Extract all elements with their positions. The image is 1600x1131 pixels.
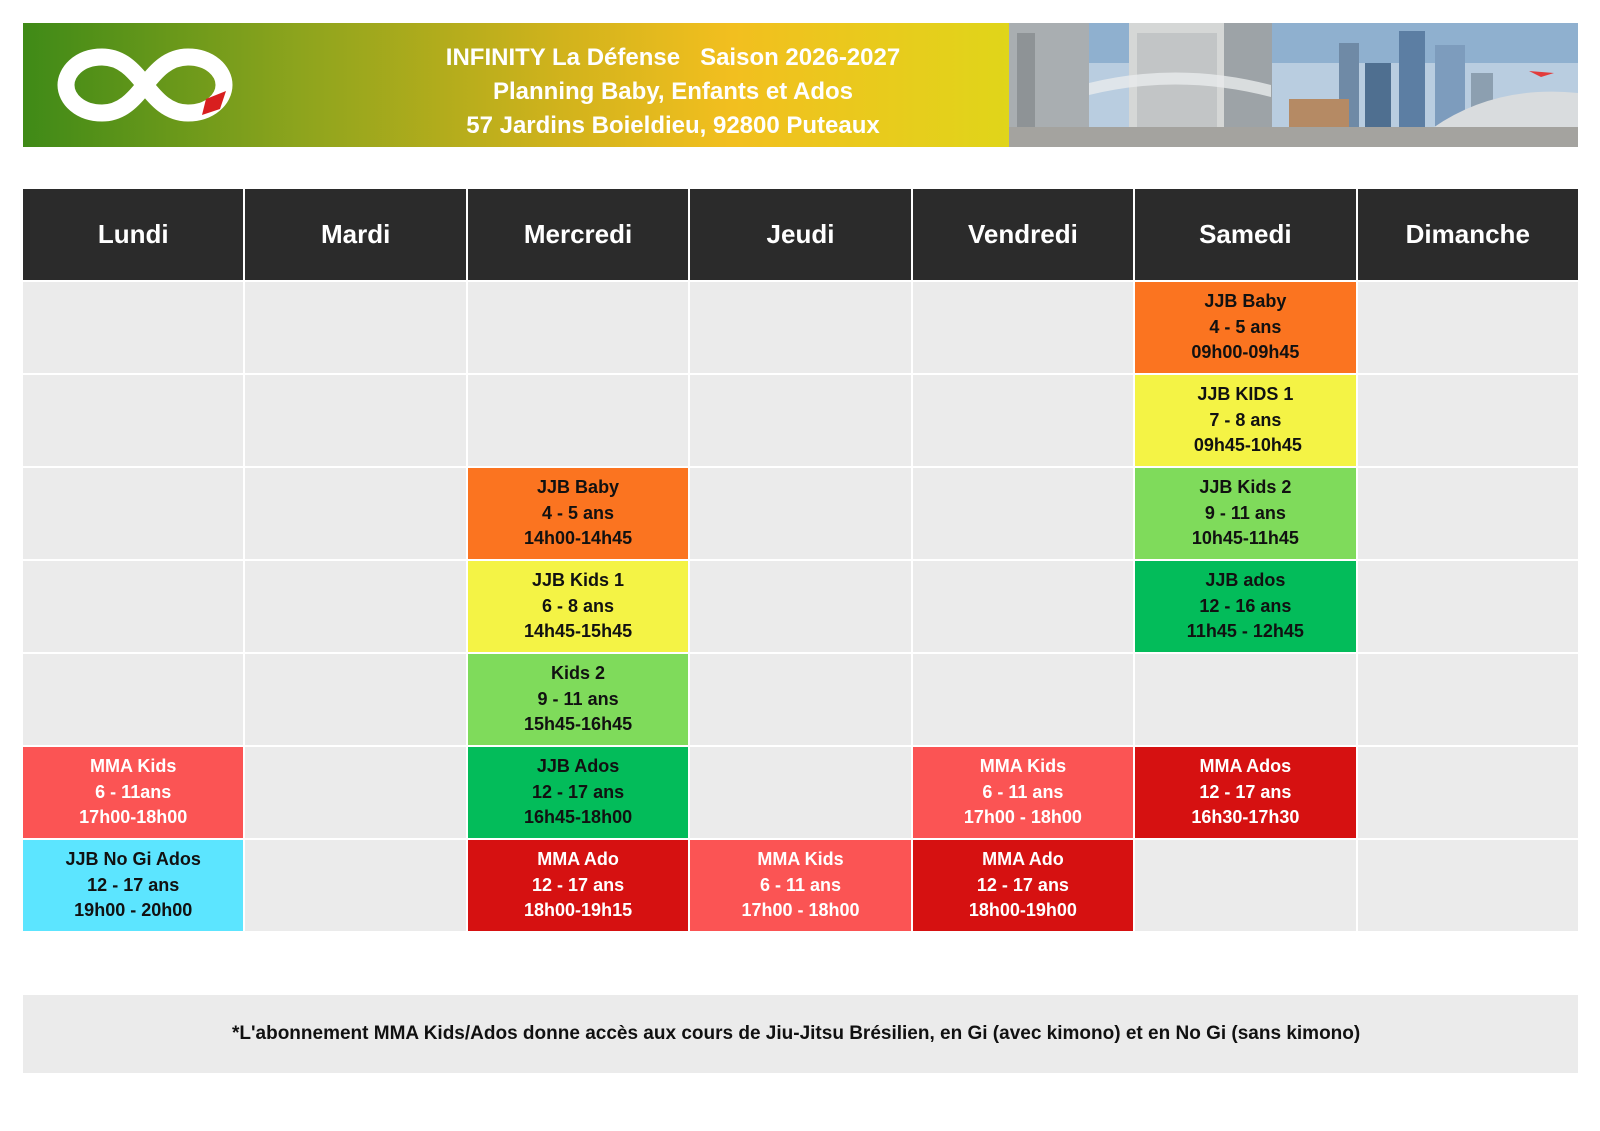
day-header-lundi: Lundi (23, 189, 243, 280)
class-time: 14h00-14h45 (524, 528, 633, 549)
class-time: 17h00 - 18h00 (741, 900, 860, 921)
empty-slot (690, 468, 910, 559)
class-block (1135, 282, 1355, 373)
day-header-jeudi: Jeudi (690, 189, 910, 280)
class-name: JJB Kids 2 (1199, 477, 1292, 498)
class-name: JJB No Gi Ados (65, 849, 201, 870)
class-time: 19h00 - 20h00 (74, 900, 193, 921)
empty-slot (23, 654, 243, 745)
header-line-planning: Planning Baby, Enfants et Ados (492, 78, 854, 105)
class-time: 18h00-19h15 (524, 900, 633, 921)
empty-slot (690, 561, 910, 652)
header-title (323, 41, 1023, 143)
class-age-range: 6 - 11ans (95, 781, 172, 802)
class-age-range: 12 - 16 ans (1199, 595, 1292, 616)
empty-slot (1358, 282, 1578, 373)
empty-slot (913, 561, 1133, 652)
class-time: 16h45-18h00 (524, 807, 633, 828)
class-age-range: 12 - 17 ans (87, 874, 180, 895)
empty-slot (245, 654, 465, 745)
class-name: JJB KIDS 1 (1197, 384, 1294, 405)
day-header-samedi: Samedi (1135, 189, 1355, 280)
empty-slot (1358, 561, 1578, 652)
class-name: MMA Kids (90, 756, 177, 777)
empty-slot (690, 282, 910, 373)
class-name: JJB Baby (537, 477, 620, 498)
class-block (468, 468, 688, 559)
class-age-range: 9 - 11 ans (537, 688, 619, 709)
header-banner (23, 23, 1578, 147)
infinity-logo-icon (56, 43, 234, 127)
class-name: JJB Baby (1204, 291, 1287, 312)
class-age-range: 4 - 5 ans (542, 502, 615, 523)
class-name: MMA Kids (757, 849, 844, 870)
day-header-dimanche: Dimanche (1358, 189, 1578, 280)
empty-slot (913, 375, 1133, 466)
empty-slot (245, 840, 465, 931)
empty-slot (690, 747, 910, 838)
empty-slot (245, 375, 465, 466)
class-time: 17h00-18h00 (79, 807, 188, 828)
class-name: MMA Ados (1199, 756, 1292, 777)
empty-slot (468, 375, 688, 466)
class-age-range: 6 - 8 ans (542, 595, 615, 616)
class-time: 11h45 - 12h45 (1186, 621, 1304, 642)
class-time: 14h45-15h45 (524, 621, 633, 642)
class-name: JJB Ados (536, 756, 620, 777)
day-header-mardi: Mardi (245, 189, 465, 280)
class-block (23, 747, 243, 838)
empty-slot (1358, 468, 1578, 559)
class-age-range: 6 - 11 ans (759, 874, 842, 895)
empty-slot (23, 561, 243, 652)
class-block (913, 840, 1133, 931)
class-block (1135, 468, 1355, 559)
class-age-range: 9 - 11 ans (1204, 502, 1286, 523)
empty-slot (690, 654, 910, 745)
header-gradient (23, 23, 1009, 147)
class-block (1135, 561, 1355, 652)
empty-slot (1358, 375, 1578, 466)
class-block (468, 747, 688, 838)
class-block (23, 840, 243, 931)
class-name: Kids 2 (551, 663, 606, 684)
class-name: MMA Ado (982, 849, 1064, 870)
class-name: JJB ados (1205, 570, 1286, 591)
class-age-range: 7 - 8 ans (1209, 409, 1282, 430)
class-time: 16h30-17h30 (1191, 807, 1300, 828)
class-time: 17h00 - 18h00 (963, 807, 1082, 828)
empty-slot (1135, 840, 1355, 931)
empty-slot (23, 282, 243, 373)
class-block (468, 654, 688, 745)
class-time: 09h45-10h45 (1188, 435, 1302, 456)
empty-slot (245, 282, 465, 373)
empty-slot (245, 561, 465, 652)
la-defense-skyline-photo (1009, 23, 1578, 147)
empty-slot (245, 747, 465, 838)
class-age-range: 12 - 17 ans (976, 874, 1069, 895)
weekly-schedule-table (23, 189, 1578, 933)
class-name: MMA Kids (979, 756, 1067, 777)
empty-slot (913, 468, 1133, 559)
class-time: 09h00-09h45 (1191, 342, 1300, 363)
empty-slot (1358, 654, 1578, 745)
class-time: 10h45-11h45 (1191, 528, 1299, 549)
empty-slot (1358, 840, 1578, 931)
class-block (468, 840, 688, 931)
empty-slot (23, 468, 243, 559)
subscription-note: *L'abonnement MMA Kids/Ados donne accès aux cours de Jiu-Jitsu Brésilien, en Gi (avec kimono) et en No Gi (sans kimono) (232, 1023, 1361, 1044)
class-age-range: 4 - 5 ans (1209, 316, 1282, 337)
class-time: 15h45-16h45 (524, 714, 633, 735)
class-age-range: 12 - 17 ans (532, 874, 625, 895)
class-name: MMA Ado (537, 849, 619, 870)
header-line-address: 57 Jardins Boieldieu, 92800 Puteaux (466, 112, 880, 139)
empty-slot (913, 282, 1133, 373)
class-age-range: 6 - 11 ans (982, 781, 1064, 802)
class-block (468, 561, 688, 652)
empty-slot (245, 468, 465, 559)
empty-slot (1358, 747, 1578, 838)
class-block (913, 747, 1133, 838)
class-age-range: 12 - 17 ans (1199, 781, 1292, 802)
header-line-club-season: INFINITY La Défense Saison 2026-2027 (445, 44, 901, 71)
empty-slot (468, 282, 688, 373)
day-header-mercredi: Mercredi (468, 189, 688, 280)
empty-slot (913, 654, 1133, 745)
class-time: 18h00-19h00 (968, 900, 1077, 921)
class-name: JJB Kids 1 (532, 570, 625, 591)
footer-note-box (23, 995, 1578, 1073)
class-block (1135, 375, 1355, 466)
class-block (1135, 747, 1355, 838)
empty-slot (690, 375, 910, 466)
empty-slot (1135, 654, 1355, 745)
day-header-vendredi: Vendredi (913, 189, 1133, 280)
class-block (690, 840, 910, 931)
class-age-range: 12 - 17 ans (532, 781, 625, 802)
empty-slot (23, 375, 243, 466)
